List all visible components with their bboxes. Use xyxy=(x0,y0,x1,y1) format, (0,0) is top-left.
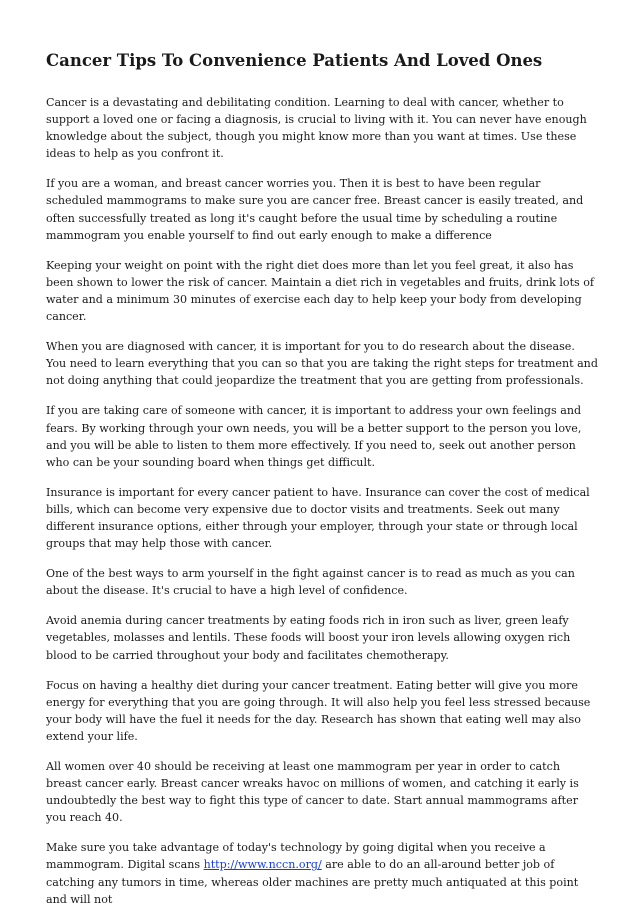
paragraph-1: Cancer is a devastating and debilitating condition. Learning to deal with cancer, whether to support a loved one or facing a diagnosis, is crucial to living with it. You can never have enough knowledge about the subject, though you might know more than you want at times. Use these ideas to help as you confront it. xyxy=(46,96,587,161)
paragraph-8: Avoid anemia during cancer treatments by eating foods rich in iron such as liver, green leafy vegetables, molasses and lentils. These foods will boost your iron levels allowing oxygen rich blood to be carried throughout your body and facilitates chemotherapy. xyxy=(46,614,571,662)
paragraph-11-text-start: Make sure you take advantage of today's technology by going digital when you receive a mammogram. Digital scans xyxy=(46,841,546,872)
paragraph-6: Insurance is important for every cancer patient to have. Insurance can cover the cost of medical bills, which can become very expensive due to doctor visits and treatments. Seek out many different insurance options, either through your employer, through your state or through local groups that may help those with cancer. xyxy=(46,485,590,551)
paragraph-5: If you are taking care of someone with cancer, it is important to address your own feelings and fears. By working through your own needs, you will be a better support to the person you love, and you will be able to listen to them more effectively. If you need to, seek out another person who can be your sounding board when things get difficult. xyxy=(46,404,582,469)
document-page xyxy=(46,36,598,921)
paragraph-11-text-end: are able to do an all-around better job of catching any tumors in time, whereas older machines are pretty much antiquated at this point and will not xyxy=(46,858,579,906)
paragraph-11 xyxy=(46,839,598,907)
paragraph-7: One of the best ways to arm yourself in the fight against cancer is to read as much as you can about the disease. It's crucial to have a high level of confidence. xyxy=(46,567,575,598)
paragraph-2: If you are a woman, and breast cancer worries you. Then it is best to have been regular scheduled mammograms to make sure you are cancer free. Breast cancer is easily treated, and often successfully treated as long it's caught before the usual time by scheduling a routine mammogram you enable yourself to find out early enough to make a difference xyxy=(46,177,584,242)
paragraph-9: Focus on having a healthy diet during your cancer treatment. Eating better will give you more energy for everything that you are going through. It will also help you feel less stressed because your body will have the fuel it needs for the day. Research has shown that eating well may also extend your life. xyxy=(46,678,591,743)
paragraph-10: All women over 40 should be receiving at least one mammogram per year in order to catch breast cancer early. Breast cancer wreaks havoc on millions of women, and catching it early is undoubtedly the best way to fight this type of cancer to date. Start annual mammograms after you reach 40. xyxy=(46,760,579,825)
paragraph-3: Keeping your weight on point with the right diet does more than let you feel great, it also has been shown to lower the risk of cancer. Maintain a diet rich in vegetables and fruits, drink lots of water and a minimum 30 minutes of exercise each day to help keep your body from developing cancer. xyxy=(46,258,595,324)
paragraph-4: When you are diagnosed with cancer, it is important for you to do research about the disease. You need to learn everything that you can so that you are taking the right steps for treatment and not doing anything that could jeopardize the treatment that you are getting from professionals. xyxy=(46,340,598,388)
document-title: Cancer Tips To Convenience Patients And Loved Ones xyxy=(46,51,543,70)
nccn-link[interactable]: http://www.nccn.org/ xyxy=(203,858,322,872)
